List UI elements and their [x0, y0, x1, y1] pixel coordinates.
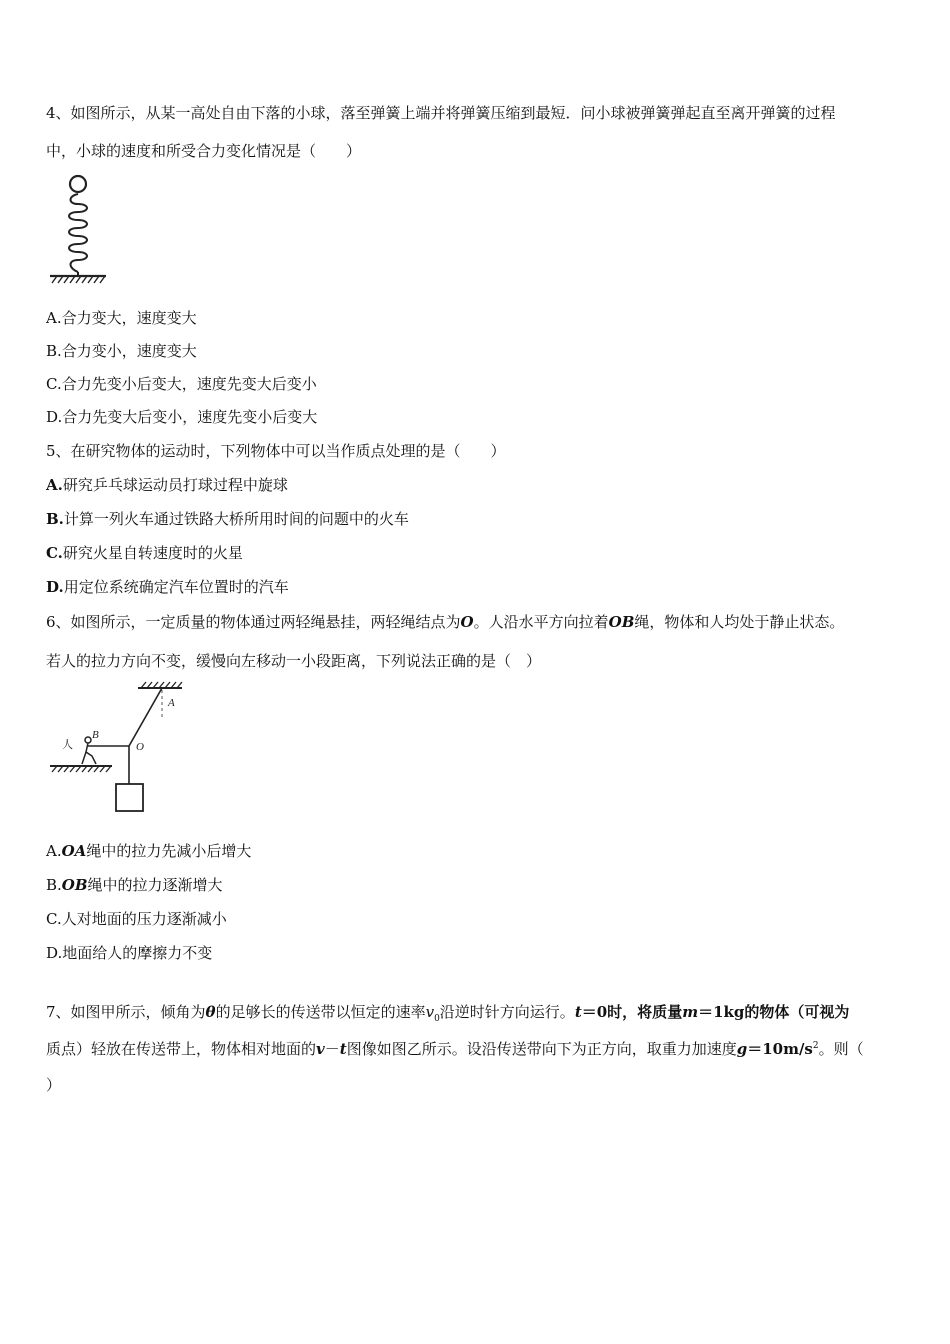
q7-stem-line3: ）: [46, 1076, 62, 1094]
text: 质点）轻放在传送带上，物体相对地面的: [46, 1040, 317, 1058]
q5-option-a: [46, 474, 288, 495]
ball-icon: [70, 176, 86, 192]
q4-option-c: C.合力先变小后变大，速度先变大后变小: [46, 375, 317, 393]
q6-option-d: D.地面给人的摩擦力不变: [46, 944, 213, 962]
text: 7、如图甲所示，倾角为: [46, 1003, 206, 1021]
var-t: t: [574, 1003, 582, 1021]
option-letter: A.: [46, 476, 63, 494]
var-ob: OB: [608, 613, 635, 631]
option-letter: B.: [46, 510, 64, 528]
var-t: t: [339, 1040, 347, 1058]
option-text: 绳中的拉力先减小后增大: [86, 842, 252, 860]
var-v0: v: [425, 1003, 435, 1021]
text: ＝1kg的物体（可视为: [698, 1003, 850, 1021]
text: 的足够长的传送带以恒定的速率: [215, 1003, 426, 1021]
q6-option-c: C.人对地面的压力逐渐减小: [46, 910, 227, 928]
text: 6、如图所示，一定质量的物体通过两轻绳悬挂，两轻绳结点为: [46, 613, 461, 631]
spring-icon: [69, 194, 87, 272]
text: 。人沿水平方向拉着: [473, 613, 609, 631]
q6-option-a: [46, 840, 251, 861]
label-a: A: [168, 697, 175, 709]
q6-stem-line2: 若人的拉力方向不变，缓慢向左移动一小段距离，下列说法正确的是（ ）: [46, 652, 542, 670]
option-text: 研究乒乓球运动员打球过程中旋球: [62, 476, 288, 494]
q5-option-b: [46, 508, 409, 529]
exponent: 2: [812, 1041, 819, 1051]
text: 。则（: [818, 1040, 864, 1058]
label-b: B: [92, 729, 99, 741]
text: 图像如图乙所示。设沿传送带向下为正方向，取重力加速度: [346, 1040, 737, 1058]
q6-option-b: [46, 874, 223, 895]
q6-stem-line1: [46, 611, 844, 632]
rope-oa: [129, 688, 162, 746]
var-v: v: [316, 1040, 325, 1058]
option-text: 研究火星自转速度时的火星: [62, 544, 243, 562]
person-icon: [82, 737, 96, 764]
q5-stem: 5、在研究物体的运动时，下列物体中可以当作质点处理的是（ ）: [46, 442, 506, 460]
q4-option-a: A.合力变大，速度变大: [46, 309, 197, 327]
label-o: O: [136, 741, 144, 753]
option-letter: C.: [46, 544, 63, 562]
var-v0-sub: 0: [434, 1014, 440, 1024]
q7-stem-line1: [46, 1001, 849, 1024]
q4-option-b: B.合力变小，速度变大: [46, 342, 197, 360]
block-icon: [116, 784, 143, 811]
option-letter: D.: [46, 578, 64, 596]
var-g: g: [736, 1040, 748, 1058]
q7-stem-line2: [46, 1038, 864, 1059]
q4-stem-line2: 中，小球的速度和所受合力变化情况是（ ）: [46, 142, 362, 160]
var-ob: OB: [61, 876, 88, 894]
var-m: m: [682, 1003, 699, 1021]
text: ＝10m/s: [747, 1040, 813, 1058]
option-letter: A.: [46, 842, 62, 860]
label-person: 人: [62, 738, 73, 751]
q5-option-d: [46, 576, 289, 597]
spring-ball-figure: [46, 172, 110, 284]
text: ＝0时，将质量: [581, 1003, 683, 1021]
rope-hanging-figure: [46, 680, 216, 816]
var-o: O: [460, 613, 474, 631]
option-text: 用定位系统确定汽车位置时的汽车: [63, 578, 289, 596]
option-text: 绳中的拉力逐渐增大: [87, 876, 223, 894]
q4-stem-line1: 4、如图所示，从某一高处自由下落的小球，落至弹簧上端并将弹簧压缩到最短．问小球被弹簧弹起直至离开弹簧的过程: [46, 104, 836, 122]
var-oa: OA: [61, 842, 87, 860]
text: 沿逆时针方向运行。: [439, 1003, 575, 1021]
dash: －: [324, 1040, 340, 1058]
text: 绳，物体和人均处于静止状态。: [634, 613, 845, 631]
var-theta: θ: [205, 1003, 216, 1021]
option-letter: B.: [46, 876, 62, 894]
q4-option-d: D.合力先变大后变小，速度先变小后变大: [46, 408, 318, 426]
option-text: 计算一列火车通过铁路大桥所用时间的问题中的火车: [63, 510, 409, 528]
q5-option-c: [46, 542, 243, 563]
